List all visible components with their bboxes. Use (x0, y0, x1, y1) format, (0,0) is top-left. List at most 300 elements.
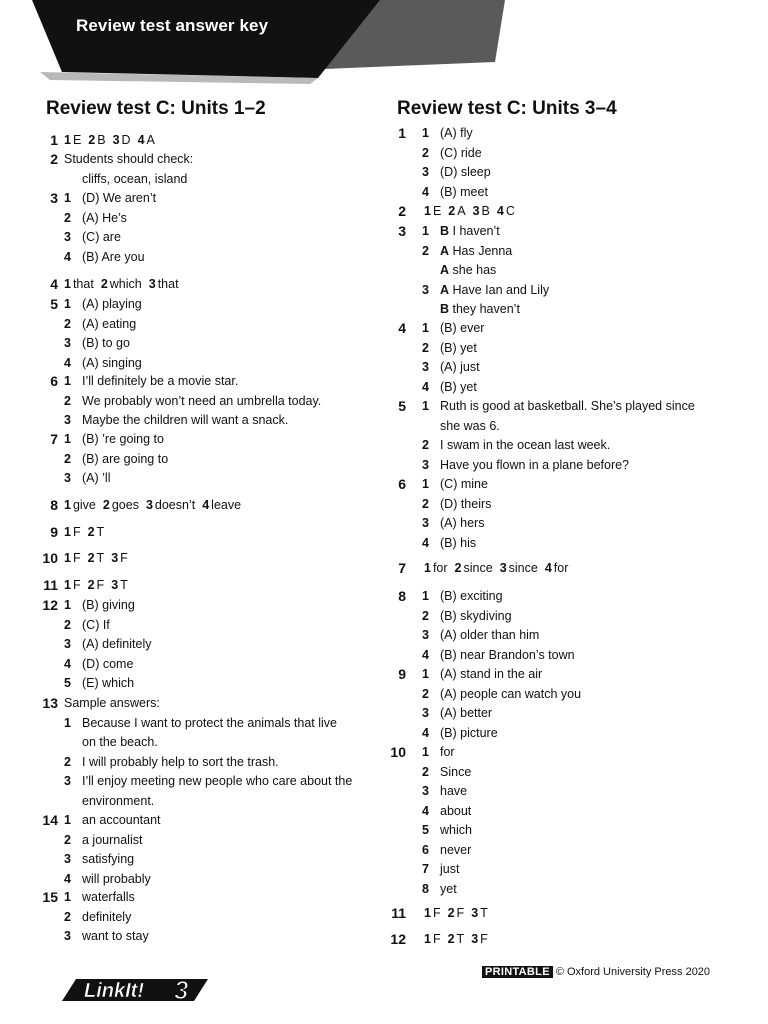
answer-text: (A) hers (440, 516, 485, 530)
answer-text: We probably won’t need an umbrella today. (82, 393, 322, 408)
answer-line (422, 144, 482, 164)
answer-line (422, 281, 549, 301)
question-number: 10 (390, 744, 406, 760)
answer-text: just (440, 862, 460, 876)
answer-number: 2 (64, 451, 71, 466)
speaker-marker: B (440, 224, 450, 238)
answer-text: will probably (82, 871, 151, 886)
answer-text: T (480, 906, 488, 920)
answer-number: 4 (422, 725, 429, 740)
answer-number: 2 (448, 204, 456, 218)
answer-number: 3 (64, 336, 71, 350)
answer-text: (D) sleep (440, 165, 491, 179)
answer-line (64, 635, 151, 655)
inline-answers (424, 202, 522, 222)
answer-number: 1 (422, 745, 429, 759)
answer-line (422, 685, 581, 705)
answer-text: (D) theirs (440, 496, 492, 511)
answer-line (64, 792, 154, 812)
answer-number: 4 (422, 184, 429, 199)
answer-text: F (432, 906, 441, 920)
svg-text:LinkIt!: LinkIt! (84, 980, 144, 1002)
question-number: 4 (50, 276, 58, 292)
answer-number: 1 (64, 715, 71, 730)
answer-line (422, 821, 472, 841)
svg-text:3: 3 (174, 975, 189, 1003)
answer-number: 5 (422, 823, 429, 837)
answer-line (64, 150, 193, 170)
answer-number: 4 (496, 204, 504, 218)
answer-number: 3 (148, 277, 156, 291)
answer-text: I’ll definitely be a movie star. (82, 374, 239, 388)
answer-line (422, 475, 488, 495)
answer-number: 2 (64, 210, 71, 225)
answer-number: 1 (64, 551, 71, 565)
question-number: 5 (50, 296, 58, 312)
inline-answers (64, 549, 135, 569)
answer-number: 2 (422, 764, 429, 779)
answer-text: Maybe the children will want a snack. (82, 413, 289, 427)
answer-number: 4 (64, 249, 71, 264)
answer-text: I’ll enjoy meeting new people who care about the (82, 774, 353, 788)
header-banner (0, 0, 520, 85)
answer-text: Since (440, 764, 472, 779)
answer-line (64, 354, 142, 374)
inline-answers (64, 275, 186, 295)
answer-text: I swam in the ocean last week. (440, 438, 611, 452)
speaker-marker: A (440, 263, 450, 277)
answer-text: a journalist (82, 832, 143, 847)
question-number: 6 (398, 476, 406, 492)
answer-text: F (72, 551, 81, 565)
answer-text: A Has Jenna (440, 243, 513, 258)
answer-line (64, 209, 127, 229)
answer-number: 1 (64, 374, 71, 388)
answer-text: for (440, 745, 455, 759)
answer-number: 3 (471, 906, 479, 920)
answer-text: B they haven’t (440, 302, 520, 316)
question-number: 9 (398, 666, 406, 682)
answer-text: T (456, 932, 465, 946)
answer-text: (B) yet (440, 379, 477, 394)
answer-text: (B) exciting (440, 589, 503, 603)
answer-text: (D) come (82, 656, 134, 671)
answer-line (64, 927, 149, 947)
answer-line (422, 704, 492, 724)
inline-answers (424, 930, 495, 950)
answer-number: 1 (64, 432, 71, 446)
answer-line (422, 417, 500, 437)
answer-text: that (72, 277, 94, 291)
question-number: 12 (390, 931, 406, 947)
answer-text: leave (211, 498, 242, 512)
answer-number: 2 (454, 561, 462, 575)
answer-line (422, 300, 520, 320)
answer-text: Because I want to protect the animals that live (82, 715, 337, 730)
answer-number: 2 (64, 832, 71, 847)
answer-number: 4 (422, 535, 429, 550)
question-number: 1 (50, 132, 58, 148)
answer-number: 8 (422, 881, 429, 896)
answer-text: (E) which (82, 676, 135, 690)
answer-number: 2 (422, 145, 429, 160)
answer-number: 3 (64, 774, 71, 788)
answer-text: (B) picture (440, 725, 498, 740)
answer-text: which (109, 277, 142, 291)
answer-number: 1 (64, 890, 71, 904)
answer-text: doesn’t (154, 498, 196, 512)
speaker-marker: B (440, 302, 450, 316)
answer-line (422, 763, 471, 783)
answer-number: 1 (422, 589, 429, 603)
answer-text: E (72, 133, 82, 147)
question-number: 15 (42, 889, 58, 905)
answer-number: 4 (137, 133, 145, 147)
answer-text: B (481, 204, 490, 218)
answer-text: F (96, 578, 105, 592)
answer-number: 7 (422, 862, 429, 876)
answer-number: 2 (422, 340, 429, 355)
answer-number: 1 (424, 561, 431, 575)
banner-title: Review test answer key (76, 16, 269, 35)
answer-number: 3 (422, 165, 429, 179)
answer-line (422, 495, 491, 515)
answer-text: (A) definitely (82, 637, 152, 651)
answer-number: 6 (422, 842, 429, 857)
speaker-marker: A (440, 243, 450, 258)
answer-text: have (440, 784, 468, 798)
answer-line (422, 534, 476, 554)
answer-number: 2 (64, 909, 71, 924)
answer-number: 2 (422, 686, 429, 701)
answer-number: 2 (87, 525, 95, 539)
answer-line (422, 163, 491, 183)
answer-text: A Have Ian and Lily (440, 282, 550, 297)
answer-text: goes (111, 498, 139, 512)
answer-text: cliffs, ocean, island (82, 171, 188, 186)
answer-line (422, 378, 477, 398)
answer-number: 3 (422, 784, 429, 798)
answer-line (64, 170, 187, 190)
answer-text: for (553, 561, 569, 575)
answer-line (64, 616, 110, 636)
answer-number: 1 (422, 477, 429, 491)
answer-text: (A) He’s (82, 210, 127, 225)
printable-badge: PRINTABLE (482, 966, 553, 978)
answer-line (422, 183, 488, 203)
answer-line (64, 811, 161, 831)
inline-answers (64, 576, 135, 596)
answer-line (64, 753, 279, 773)
answer-line (422, 860, 459, 880)
answer-line (422, 358, 480, 378)
answer-line (422, 880, 457, 900)
answer-number: 3 (64, 471, 71, 485)
answer-number: 3 (422, 457, 429, 472)
answer-line (422, 743, 455, 763)
answer-text: satisfying (82, 852, 135, 866)
answer-line (64, 315, 136, 335)
answer-number: 3 (64, 852, 71, 866)
answer-text: A she has (440, 263, 497, 277)
answer-text: Sample answers: (64, 696, 160, 710)
answer-text: (B) meet (440, 184, 488, 199)
answer-line (64, 850, 134, 870)
left-heading: Review test C: Units 1–2 (46, 98, 266, 119)
question-number: 13 (42, 695, 58, 711)
answer-line (422, 626, 539, 646)
answer-text: B (97, 133, 106, 147)
answer-line (64, 295, 142, 315)
copyright-text: © Oxford University Press 2020 (555, 966, 711, 978)
answer-line (422, 397, 695, 417)
answer-line (64, 469, 110, 489)
answer-line (64, 372, 238, 392)
question-number: 1 (398, 125, 406, 141)
inline-answers (64, 523, 111, 543)
answer-number: 3 (64, 230, 71, 244)
question-number: 3 (398, 223, 406, 239)
question-number: 4 (398, 320, 406, 336)
answer-text: she was 6. (440, 418, 500, 433)
answer-number: 1 (422, 224, 429, 238)
answer-number: 1 (64, 598, 71, 612)
question-number: 8 (50, 497, 58, 513)
answer-number: 1 (64, 813, 71, 827)
answer-number: 3 (422, 282, 429, 297)
answer-number: 2 (64, 393, 71, 408)
answer-line (64, 888, 135, 908)
answer-number: 3 (145, 498, 153, 512)
answer-text: about (440, 803, 472, 818)
answer-number: 1 (424, 932, 431, 946)
answer-line (422, 456, 629, 476)
answer-number: 2 (422, 438, 429, 452)
question-number: 11 (391, 905, 406, 921)
answer-number: 3 (499, 561, 507, 575)
answer-number: 3 (64, 637, 71, 651)
answer-number: 1 (64, 191, 71, 205)
answer-number: 3 (422, 628, 429, 642)
answer-text: (B) yet (440, 340, 477, 355)
answer-text: since (463, 561, 493, 575)
answer-text: (B) giving (82, 598, 135, 612)
answer-line (422, 724, 498, 744)
answer-number: 4 (64, 656, 71, 671)
answer-text: for (432, 561, 448, 575)
answer-number: 1 (64, 277, 71, 291)
answer-line (64, 189, 156, 209)
answer-text: F (72, 525, 81, 539)
question-number: 5 (398, 398, 406, 414)
answer-text: (A) eating (82, 316, 137, 331)
answer-number: 2 (447, 906, 455, 920)
question-number: 7 (398, 560, 406, 576)
answer-number: 5 (64, 676, 71, 690)
answer-text: (B) are going to (82, 451, 169, 466)
answer-number: 3 (422, 516, 429, 530)
answer-line (64, 714, 337, 734)
answer-number: 1 (422, 667, 429, 681)
answer-text: A (146, 133, 155, 147)
answer-line (64, 674, 134, 694)
answer-line (64, 772, 352, 792)
answer-text: on the beach. (82, 735, 158, 749)
answer-text: environment. (82, 793, 155, 808)
inline-answers (424, 904, 495, 924)
answer-number: 2 (422, 608, 429, 623)
answer-text: waterfalls (82, 890, 135, 904)
answer-number: 1 (64, 133, 71, 147)
answer-text: F (72, 578, 81, 592)
answer-number: 4 (544, 561, 552, 575)
answer-number: 2 (102, 498, 110, 512)
answer-text: (A) fly (440, 126, 473, 140)
speaker-marker: A (440, 282, 450, 297)
answer-line (64, 694, 160, 714)
answer-number: 3 (422, 706, 429, 720)
answer-number: 2 (422, 496, 429, 511)
answer-number: 3 (64, 413, 71, 427)
question-number: 12 (42, 597, 58, 613)
answer-text: (B) his (440, 535, 477, 550)
answer-number: 1 (64, 578, 71, 592)
question-number: 2 (398, 203, 406, 219)
answer-line (422, 222, 500, 242)
answer-number: 4 (64, 355, 71, 370)
answer-line (64, 831, 142, 851)
answer-number: 2 (64, 617, 71, 632)
answer-text: definitely (82, 909, 132, 924)
question-number: 8 (398, 588, 406, 604)
answer-number: 4 (422, 647, 429, 662)
answer-number: 2 (87, 578, 95, 592)
answer-text: (D) We aren’t (82, 191, 157, 205)
answer-line (64, 596, 135, 616)
answer-text: (B) ever (440, 321, 485, 335)
answer-line (422, 646, 575, 666)
answer-number: 2 (87, 551, 95, 565)
question-number: 11 (43, 577, 58, 593)
question-number: 3 (50, 190, 58, 206)
answer-text: (C) ride (440, 145, 482, 160)
answer-line (422, 782, 467, 802)
answer-text: F (432, 932, 441, 946)
answer-text: Students should check: (64, 152, 194, 166)
answer-text: (C) If (82, 617, 110, 632)
answer-text: (A) singing (82, 355, 142, 370)
answer-line (64, 870, 151, 890)
answer-text: want to stay (82, 929, 149, 943)
answer-line (422, 514, 484, 534)
answer-line (64, 733, 158, 753)
answer-line (64, 248, 145, 268)
answer-text: B I haven’t (440, 224, 500, 238)
right-heading: Review test C: Units 3–4 (397, 98, 617, 119)
answer-number: 3 (111, 578, 119, 592)
answer-text: which (440, 823, 472, 837)
answer-text: (B) to go (82, 336, 130, 350)
answer-text: D (121, 133, 131, 147)
answer-text: T (96, 525, 105, 539)
question-number: 2 (50, 151, 58, 167)
answer-text: (C) mine (440, 477, 488, 491)
answer-text: (B) near Brandon’s town (440, 647, 575, 662)
answer-text: E (432, 204, 442, 218)
answer-text: F (456, 906, 465, 920)
answer-text: (A) people can watch you (440, 686, 582, 701)
answer-number: 2 (64, 316, 71, 331)
answer-line (64, 450, 168, 470)
answer-number: 2 (64, 754, 71, 769)
answer-number: 1 (64, 297, 71, 311)
answer-number: 2 (88, 133, 96, 147)
answer-number: 1 (424, 906, 431, 920)
answer-number: 3 (472, 204, 480, 218)
answer-text: since (508, 561, 538, 575)
answer-text: A (457, 204, 466, 218)
answer-text: (B) Are you (82, 249, 145, 264)
answer-line (422, 841, 471, 861)
answer-number: 3 (422, 360, 429, 374)
answer-number: 1 (422, 321, 429, 335)
answer-text: F (120, 551, 128, 565)
answer-number: 1 (422, 399, 429, 413)
answer-number: 4 (422, 803, 429, 818)
answer-line (64, 430, 164, 450)
answer-number: 2 (422, 243, 429, 258)
linkit-logo (62, 975, 208, 1003)
answer-text: (A) older than him (440, 628, 540, 642)
answer-number: 3 (111, 551, 119, 565)
answer-number: 2 (100, 277, 108, 291)
answer-text: yet (440, 881, 457, 896)
answer-line (64, 392, 321, 412)
answer-text: F (480, 932, 488, 946)
answer-line (422, 607, 512, 627)
answer-line (422, 124, 473, 144)
answer-line (422, 319, 484, 339)
answer-text: Ruth is good at basketball. She’s played since (440, 399, 695, 413)
answer-number: 4 (64, 871, 71, 886)
answer-line (64, 411, 288, 431)
answer-number: 2 (447, 932, 455, 946)
answer-line (64, 228, 121, 248)
answer-number: 1 (422, 126, 429, 140)
answer-text: (C) are (82, 230, 121, 244)
inline-answers (64, 131, 162, 151)
copyright-line (482, 966, 710, 978)
answer-text: that (157, 277, 179, 291)
answer-line (422, 587, 503, 607)
answer-line (64, 908, 131, 928)
answer-text: give (72, 498, 96, 512)
answer-line (422, 339, 477, 359)
answer-text: T (96, 551, 105, 565)
answer-number: 4 (422, 379, 429, 394)
answer-line (64, 334, 130, 354)
answer-number: 4 (202, 498, 210, 512)
answer-number: 1 (64, 498, 71, 512)
answer-line (422, 242, 512, 262)
answer-text: (A) stand in the air (440, 667, 543, 681)
answer-text: T (120, 578, 128, 592)
question-number: 6 (50, 373, 58, 389)
question-number: 7 (50, 431, 58, 447)
inline-answers (424, 559, 575, 579)
answer-number: 3 (64, 929, 71, 943)
answer-text: (A) better (440, 706, 493, 720)
